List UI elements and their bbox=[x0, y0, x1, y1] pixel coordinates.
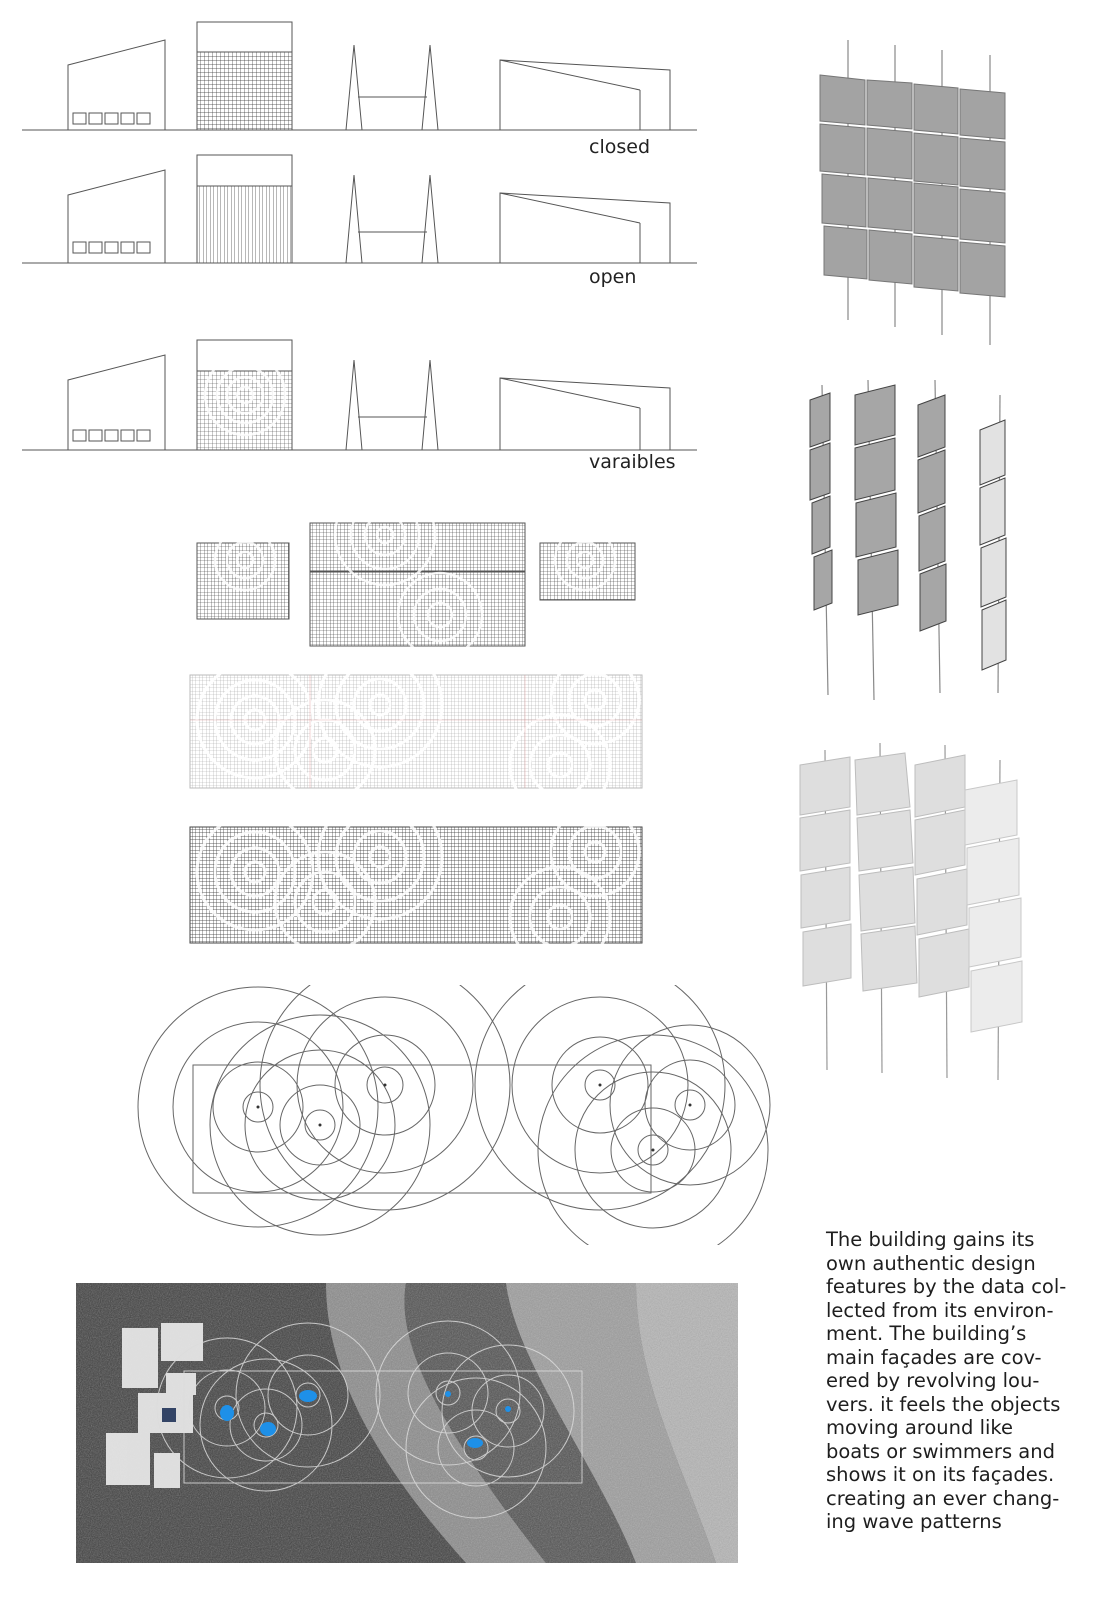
description-line: vers. it feels the objects bbox=[826, 1392, 1061, 1416]
description-line: ered by revolving lou- bbox=[826, 1369, 1040, 1392]
elevation-open bbox=[0, 150, 720, 275]
unfolded-pattern-panels bbox=[190, 515, 650, 650]
pattern-strip-dark bbox=[185, 822, 650, 947]
state-label-variables: varaibles bbox=[589, 451, 676, 473]
description-line: ing wave patterns bbox=[826, 1510, 1002, 1533]
description-line: ment. The building’s bbox=[826, 1322, 1027, 1345]
louver-view-variable bbox=[795, 735, 1035, 1090]
description-line: boats or swimmers and bbox=[826, 1439, 1055, 1463]
wave-circles-diagram bbox=[135, 985, 815, 1245]
louver-view-closed bbox=[800, 35, 1030, 365]
state-label-open: open bbox=[589, 266, 637, 288]
description-line: shows it on its façades. bbox=[826, 1463, 1055, 1486]
description-line: own authentic design bbox=[826, 1251, 1036, 1275]
description-line: moving around like bbox=[826, 1416, 1014, 1439]
elevation-variables bbox=[0, 335, 720, 465]
description-line: main façades are cov- bbox=[826, 1345, 1042, 1369]
louver-view-open bbox=[800, 375, 1030, 705]
description-text bbox=[826, 1228, 1106, 1534]
state-label-closed: closed bbox=[589, 136, 650, 158]
pattern-strip-light bbox=[185, 670, 650, 795]
description-line: The building gains its bbox=[826, 1228, 1035, 1251]
description-line: features by the data col- bbox=[826, 1275, 1067, 1298]
description-line: lected from its environ- bbox=[826, 1298, 1054, 1322]
description-line: creating an ever chang- bbox=[826, 1486, 1060, 1510]
aerial-site-map bbox=[76, 1283, 738, 1563]
